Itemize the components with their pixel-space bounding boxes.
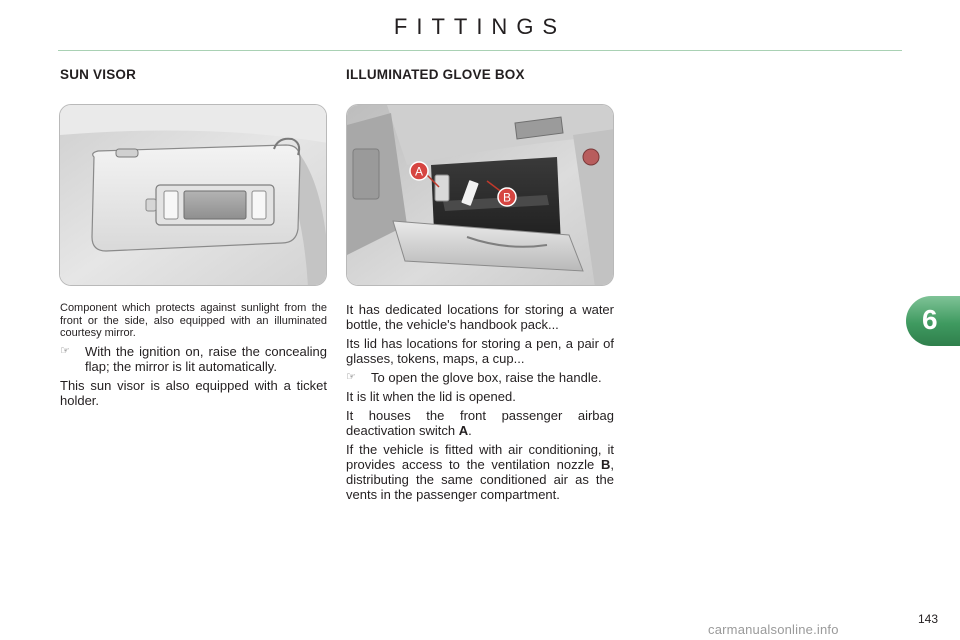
glove-box-text	[346, 302, 614, 506]
glove-box-p3: It is lit when the lid is opened.	[346, 389, 516, 404]
airbag-switch-label: A	[458, 423, 469, 438]
glove-box-heading: ILLUMINATED GLOVE BOX	[346, 67, 525, 82]
glove-box-p1: It has dedicated locations for storing a water bottle, the vehicle's handbook pack...	[346, 302, 614, 332]
mirror-tab	[146, 199, 156, 211]
glove-box-figure	[346, 104, 614, 286]
sun-visor-ticket: This sun visor is also equipped with a ticket holder.	[60, 377, 327, 408]
sun-visor-instruction	[60, 344, 327, 374]
watermark: carmanualsonline.info	[708, 622, 839, 637]
glove-box-p5-pre: If the vehicle is fitted with air conditioning, it provides access to the ventilation nozzle	[346, 442, 614, 472]
glove-box-p4-text: It houses the front passenger airbag deactivation switch	[346, 408, 614, 438]
callout-b-label: B	[502, 190, 512, 205]
visor-clip	[116, 149, 138, 157]
title-rule	[58, 50, 902, 51]
glove-box-p5	[346, 442, 614, 502]
door-button	[583, 149, 599, 165]
callout-a-label: A	[414, 164, 424, 179]
mirror-lamp-right	[252, 191, 266, 219]
glove-box-bullet-text: To open the glove box, raise the handle.	[371, 370, 602, 385]
sun-visor-bullet-text: With the ignition on, raise the concealing flap; the mirror is lit automatically.	[85, 343, 327, 374]
page-title: FITTINGS	[393, 14, 567, 39]
hand-pointer-icon: ☞	[60, 344, 70, 357]
glove-box-instruction	[346, 370, 614, 385]
nozzle-label: B	[600, 457, 611, 472]
hand-pointer-icon: ☞	[346, 371, 356, 383]
console-controls	[353, 149, 379, 199]
glove-box-p5-post: , distributing the same conditioned air as the vents in the passenger compartment.	[346, 457, 614, 502]
chapter-number: 6	[922, 304, 938, 335]
sun-visor-figure	[59, 104, 327, 286]
sun-visor-text	[60, 302, 327, 412]
glove-box-p2: Its lid has locations for storing a pen, a pair of glasses, tokens, maps, a cup...	[346, 336, 614, 366]
airbag-switch	[435, 175, 449, 201]
page-number: 143	[917, 612, 938, 626]
mirror-lamp-left	[164, 191, 178, 219]
sun-visor-intro: Component which protects against sunlight from the front or the side, also equipped with an illuminated courtesy mirror.	[60, 302, 327, 339]
mirror-glass	[184, 191, 246, 219]
chapter-tab[interactable]	[906, 296, 960, 346]
sun-visor-heading: SUN VISOR	[60, 67, 137, 82]
glove-box-p4: It houses the front passenger airbag deactivation switch A.	[346, 408, 614, 438]
